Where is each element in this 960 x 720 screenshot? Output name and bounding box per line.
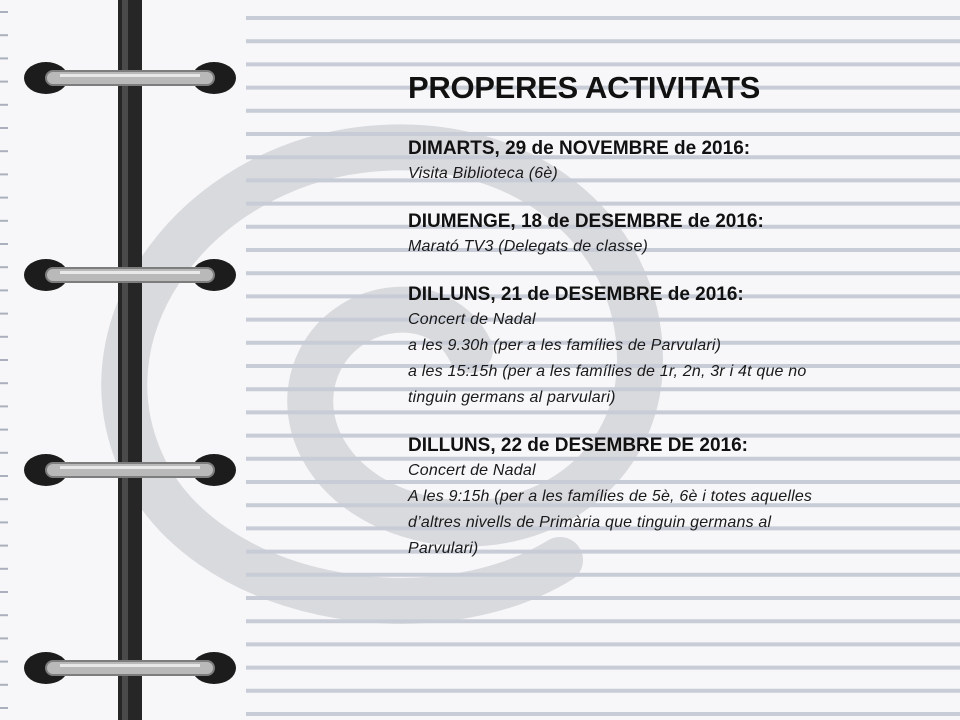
event-detail: Parvulari) [408,540,479,557]
event-item [408,209,928,260]
event-item [408,433,928,562]
event-item [408,136,928,187]
event-detail: a les 15:15h (per a les famílies de 1r, 2n, 3r i 4t que no [408,363,807,380]
event-detail: d’altres nivells de Primària que tinguin germans al [408,514,772,531]
activities-panel [408,68,928,584]
event-item [408,282,928,411]
event-detail: tinguin germans al parvulari) [408,389,616,406]
event-detail: a les 9.30h (per a les famílies de Parvulari) [408,337,722,354]
event-detail: Concert de Nadal [408,311,536,328]
event-detail: A les 9:15h (per a les famílies de 5è, 6è i totes aquelles [408,488,813,505]
event-detail: Visita Biblioteca (6è) [408,165,558,182]
event-date: DIMARTS, 29 de NOVEMBRE de 2016: [408,138,751,159]
event-detail: Marató TV3 (Delegats de classe) [408,238,649,255]
event-date: DILLUNS, 21 de DESEMBRE de 2016: [408,284,744,305]
event-date: DILLUNS, 22 de DESEMBRE DE 2016: [408,435,748,456]
event-date: DIUMENGE, 18 de DESEMBRE de 2016: [408,211,764,232]
event-detail: Concert de Nadal [408,462,536,479]
page-title: PROPERES ACTIVITATS [408,70,760,105]
